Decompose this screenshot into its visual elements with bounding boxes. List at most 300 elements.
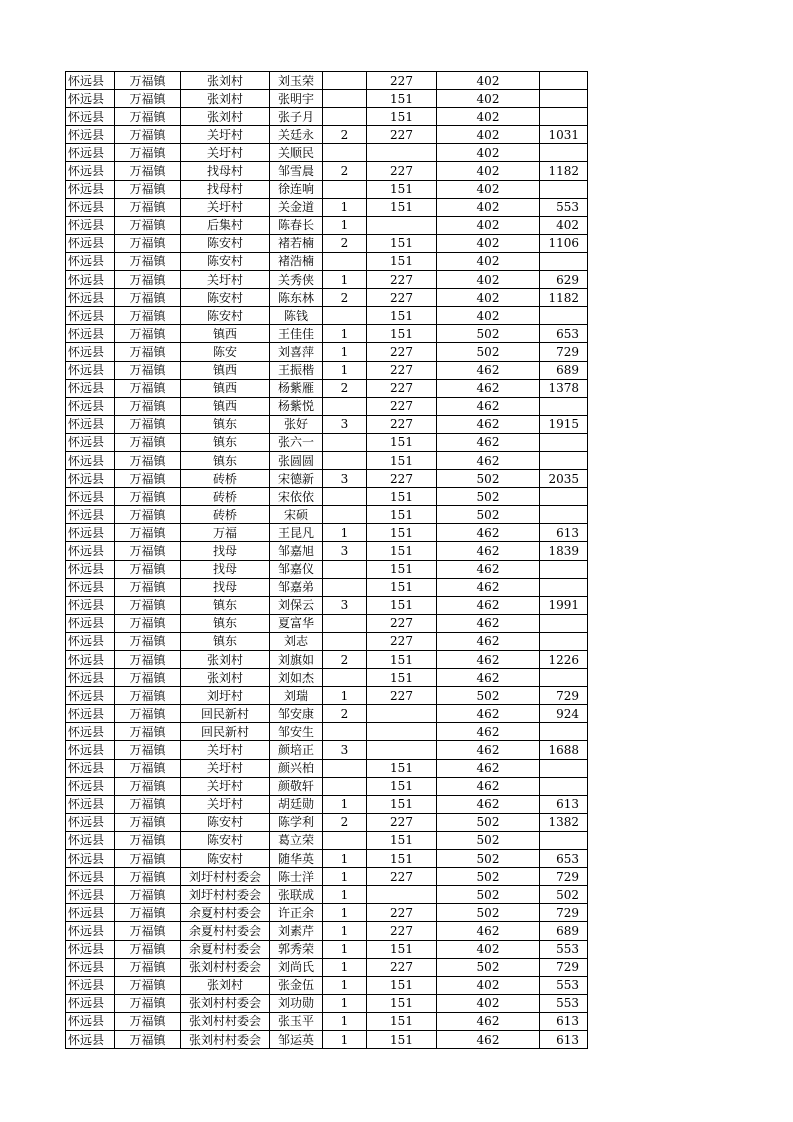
cell-name: 邹安康 [270,705,323,723]
cell-amount-a: 227 [367,632,437,650]
cell-village: 镇西 [181,361,270,379]
cell-town: 万福镇 [115,976,181,994]
table-row [66,252,588,270]
cell-amount-a: 151 [367,669,437,687]
cell-village: 找母村 [181,180,270,198]
cell-town: 万福镇 [115,741,181,759]
cell-county: 怀远县 [66,886,115,904]
cell-amount-b: 462 [437,1012,540,1030]
cell-town: 万福镇 [115,144,181,162]
cell-town: 万福镇 [115,723,181,741]
cell-name: 褚浩楠 [270,252,323,270]
cell-count: 3 [323,470,367,488]
table-row [66,904,588,922]
cell-amount-a: 227 [367,958,437,976]
cell-amount-b: 462 [437,524,540,542]
cell-amount-a: 227 [367,126,437,144]
cell-town: 万福镇 [115,831,181,849]
table-row [66,216,588,234]
cell-total [540,723,588,741]
cell-village: 陈安村 [181,813,270,831]
cell-amount-b: 462 [437,361,540,379]
cell-amount-a: 151 [367,307,437,325]
cell-town: 万福镇 [115,524,181,542]
cell-amount-a: 151 [367,488,437,506]
cell-village: 陈安村 [181,252,270,270]
cell-amount-b: 502 [437,958,540,976]
cell-county: 怀远县 [66,831,115,849]
cell-amount-b: 502 [437,886,540,904]
cell-county: 怀远县 [66,415,115,433]
cell-count [323,831,367,849]
cell-village: 镇东 [181,433,270,451]
cell-amount-a: 227 [367,343,437,361]
cell-total [540,831,588,849]
cell-name: 随华英 [270,850,323,868]
cell-village: 回民新村 [181,705,270,723]
cell-county: 怀远县 [66,904,115,922]
cell-town: 万福镇 [115,795,181,813]
cell-name: 张六一 [270,433,323,451]
cell-town: 万福镇 [115,596,181,614]
cell-town: 万福镇 [115,108,181,126]
cell-town: 万福镇 [115,252,181,270]
cell-amount-a: 227 [367,289,437,307]
cell-amount-b: 402 [437,90,540,108]
cell-county: 怀远县 [66,614,115,632]
cell-county: 怀远县 [66,433,115,451]
cell-town: 万福镇 [115,614,181,632]
table-row [66,1012,588,1030]
cell-count [323,506,367,524]
cell-amount-b: 502 [437,904,540,922]
cell-total [540,180,588,198]
table-row [66,940,588,958]
cell-amount-a: 151 [367,252,437,270]
cell-village: 余夏村村委会 [181,940,270,958]
table-row [66,868,588,886]
cell-name: 徐连响 [270,180,323,198]
cell-count [323,560,367,578]
cell-county: 怀远县 [66,813,115,831]
cell-village: 镇东 [181,632,270,650]
cell-count: 1 [323,958,367,976]
cell-county: 怀远县 [66,72,115,90]
cell-count: 2 [323,162,367,180]
cell-town: 万福镇 [115,868,181,886]
cell-name: 宋德新 [270,470,323,488]
table-row [66,723,588,741]
cell-village: 镇东 [181,451,270,469]
cell-amount-a: 227 [367,271,437,289]
cell-amount-a: 151 [367,506,437,524]
cell-town: 万福镇 [115,1012,181,1030]
cell-total: 613 [540,524,588,542]
table-row [66,759,588,777]
table-row [66,361,588,379]
cell-total: 402 [540,216,588,234]
cell-count: 2 [323,379,367,397]
table-row [66,777,588,795]
table-row [66,90,588,108]
table-row [66,72,588,90]
cell-count: 3 [323,542,367,560]
cell-county: 怀远县 [66,162,115,180]
cell-village: 镇东 [181,415,270,433]
cell-county: 怀远县 [66,90,115,108]
cell-county: 怀远县 [66,451,115,469]
cell-town: 万福镇 [115,669,181,687]
cell-count: 2 [323,289,367,307]
table-row [66,325,588,343]
cell-name: 关秀侠 [270,271,323,289]
table-row [66,126,588,144]
cell-total: 1226 [540,651,588,669]
cell-village: 陈安 [181,343,270,361]
cell-name: 刘玉荣 [270,72,323,90]
cell-total [540,488,588,506]
cell-amount-b: 462 [437,415,540,433]
cell-name: 张玉平 [270,1012,323,1030]
cell-amount-a: 151 [367,524,437,542]
cell-amount-a [367,741,437,759]
cell-amount-b: 462 [437,922,540,940]
cell-village: 张刘村村委会 [181,1030,270,1048]
cell-amount-a: 227 [367,904,437,922]
cell-amount-a: 151 [367,831,437,849]
cell-total [540,506,588,524]
cell-amount-a: 227 [367,379,437,397]
cell-count: 3 [323,415,367,433]
cell-town: 万福镇 [115,379,181,397]
cell-amount-a [367,723,437,741]
cell-total [540,777,588,795]
cell-total [540,90,588,108]
cell-count [323,72,367,90]
cell-total: 629 [540,271,588,289]
cell-town: 万福镇 [115,813,181,831]
table-row [66,271,588,289]
cell-village: 张刘村 [181,669,270,687]
cell-count [323,759,367,777]
cell-amount-a: 227 [367,922,437,940]
cell-total [540,252,588,270]
cell-village: 镇东 [181,596,270,614]
cell-amount-b: 402 [437,162,540,180]
cell-name: 陈东林 [270,289,323,307]
cell-amount-b: 462 [437,596,540,614]
cell-name: 宋依依 [270,488,323,506]
cell-county: 怀远县 [66,108,115,126]
cell-village: 镇西 [181,397,270,415]
table-row [66,397,588,415]
cell-village: 找母村 [181,162,270,180]
table-row [66,108,588,126]
cell-village: 找母 [181,560,270,578]
cell-amount-b: 502 [437,850,540,868]
cell-amount-a: 151 [367,451,437,469]
cell-total [540,451,588,469]
cell-total: 1688 [540,741,588,759]
cell-town: 万福镇 [115,180,181,198]
table-row [66,795,588,813]
cell-amount-a: 151 [367,90,437,108]
cell-county: 怀远县 [66,361,115,379]
cell-count: 1 [323,1030,367,1048]
cell-count [323,397,367,415]
cell-amount-b: 402 [437,994,540,1012]
cell-total [540,669,588,687]
cell-total: 1106 [540,234,588,252]
cell-amount-b: 462 [437,451,540,469]
cell-total: 653 [540,850,588,868]
cell-name: 刘瑞 [270,687,323,705]
cell-name: 刘旗如 [270,651,323,669]
table-row [66,180,588,198]
cell-amount-b: 462 [437,397,540,415]
cell-county: 怀远县 [66,488,115,506]
cell-total [540,108,588,126]
cell-amount-b: 502 [437,488,540,506]
cell-name: 刘志 [270,632,323,650]
cell-county: 怀远县 [66,759,115,777]
cell-count: 1 [323,795,367,813]
cell-village: 镇西 [181,325,270,343]
cell-amount-a: 151 [367,777,437,795]
cell-amount-b: 462 [437,614,540,632]
cell-town: 万福镇 [115,415,181,433]
cell-county: 怀远县 [66,397,115,415]
cell-amount-a: 151 [367,795,437,813]
cell-name: 邹嘉仪 [270,560,323,578]
cell-total [540,397,588,415]
table-row [66,433,588,451]
cell-total: 729 [540,687,588,705]
cell-name: 夏富华 [270,614,323,632]
cell-village: 关圩村 [181,271,270,289]
cell-village: 陈安村 [181,307,270,325]
cell-county: 怀远县 [66,596,115,614]
cell-count: 1 [323,198,367,216]
cell-county: 怀远县 [66,542,115,560]
cell-count: 1 [323,361,367,379]
cell-name: 邹运英 [270,1030,323,1048]
cell-name: 陈学利 [270,813,323,831]
cell-town: 万福镇 [115,325,181,343]
cell-amount-a: 151 [367,433,437,451]
cell-count: 1 [323,940,367,958]
cell-village: 张刘村 [181,90,270,108]
cell-name: 葛立荣 [270,831,323,849]
cell-count [323,108,367,126]
cell-county: 怀远县 [66,560,115,578]
cell-name: 关顺民 [270,144,323,162]
table-row [66,162,588,180]
table-row [66,958,588,976]
cell-total [540,433,588,451]
cell-amount-a: 227 [367,687,437,705]
cell-town: 万福镇 [115,90,181,108]
table-row [66,705,588,723]
cell-village: 张刘村村委会 [181,1012,270,1030]
cell-total: 1378 [540,379,588,397]
cell-village: 关圩村 [181,795,270,813]
cell-county: 怀远县 [66,325,115,343]
cell-count: 2 [323,126,367,144]
cell-name: 胡廷勋 [270,795,323,813]
cell-name: 张好 [270,415,323,433]
cell-town: 万福镇 [115,632,181,650]
cell-count: 1 [323,886,367,904]
cell-village: 万福 [181,524,270,542]
cell-village: 张刘村村委会 [181,958,270,976]
cell-amount-b: 462 [437,759,540,777]
cell-village: 刘圩村村委会 [181,868,270,886]
cell-amount-a: 227 [367,470,437,488]
cell-count: 1 [323,216,367,234]
cell-amount-a: 151 [367,759,437,777]
cell-name: 杨紫雁 [270,379,323,397]
cell-count [323,144,367,162]
cell-town: 万福镇 [115,506,181,524]
cell-amount-b: 402 [437,108,540,126]
cell-village: 关圩村 [181,759,270,777]
cell-total [540,578,588,596]
cell-amount-b: 402 [437,289,540,307]
cell-village: 刘圩村 [181,687,270,705]
cell-amount-a: 151 [367,578,437,596]
cell-amount-a: 151 [367,108,437,126]
cell-count [323,723,367,741]
cell-total: 613 [540,1030,588,1048]
cell-amount-a: 151 [367,976,437,994]
cell-name: 杨紫悦 [270,397,323,415]
cell-village: 陈安村 [181,831,270,849]
cell-village: 找母 [181,578,270,596]
cell-county: 怀远县 [66,741,115,759]
cell-town: 万福镇 [115,216,181,234]
cell-village: 余夏村村委会 [181,904,270,922]
table-row [66,379,588,397]
cell-total: 553 [540,976,588,994]
cell-county: 怀远县 [66,669,115,687]
cell-total [540,307,588,325]
cell-town: 万福镇 [115,777,181,795]
cell-count [323,180,367,198]
cell-amount-a: 227 [367,162,437,180]
cell-amount-b: 402 [437,126,540,144]
cell-count [323,777,367,795]
cell-count [323,614,367,632]
table-row [66,813,588,831]
cell-count [323,90,367,108]
cell-name: 陈春长 [270,216,323,234]
cell-county: 怀远县 [66,632,115,650]
cell-total: 553 [540,940,588,958]
cell-amount-b: 462 [437,1030,540,1048]
cell-amount-b: 402 [437,940,540,958]
cell-county: 怀远县 [66,524,115,542]
cell-count: 1 [323,976,367,994]
cell-amount-b: 462 [437,777,540,795]
cell-total: 1182 [540,162,588,180]
cell-town: 万福镇 [115,451,181,469]
cell-county: 怀远县 [66,687,115,705]
cell-town: 万福镇 [115,922,181,940]
cell-name: 张子月 [270,108,323,126]
cell-amount-b: 462 [437,379,540,397]
table-row [66,343,588,361]
cell-village: 关圩村 [181,144,270,162]
cell-village: 回民新村 [181,723,270,741]
cell-town: 万福镇 [115,994,181,1012]
cell-amount-a: 227 [367,361,437,379]
cell-county: 怀远县 [66,216,115,234]
cell-total: 2035 [540,470,588,488]
cell-total: 729 [540,868,588,886]
cell-village: 关圩村 [181,198,270,216]
cell-village: 张刘村 [181,976,270,994]
cell-total [540,759,588,777]
cell-amount-a: 151 [367,198,437,216]
cell-total: 729 [540,958,588,976]
cell-name: 刘功勋 [270,994,323,1012]
cell-county: 怀远县 [66,252,115,270]
cell-amount-a: 151 [367,596,437,614]
cell-county: 怀远县 [66,379,115,397]
cell-amount-b: 462 [437,433,540,451]
table-row [66,669,588,687]
cell-amount-a: 151 [367,560,437,578]
table-row [66,850,588,868]
cell-county: 怀远县 [66,180,115,198]
table-row [66,470,588,488]
cell-amount-a: 151 [367,325,437,343]
cell-count [323,307,367,325]
cell-village: 找母 [181,542,270,560]
cell-village: 刘圩村村委会 [181,886,270,904]
cell-amount-b: 402 [437,216,540,234]
cell-count: 1 [323,325,367,343]
cell-amount-b: 462 [437,795,540,813]
cell-town: 万福镇 [115,886,181,904]
cell-town: 万福镇 [115,470,181,488]
cell-count [323,578,367,596]
cell-village: 陈安村 [181,234,270,252]
cell-name: 邹嘉弟 [270,578,323,596]
cell-total: 1382 [540,813,588,831]
table-row [66,415,588,433]
cell-amount-a [367,886,437,904]
cell-total: 653 [540,325,588,343]
cell-count: 1 [323,524,367,542]
cell-total: 613 [540,1012,588,1030]
cell-name: 颜培正 [270,741,323,759]
cell-count [323,433,367,451]
cell-town: 万福镇 [115,198,181,216]
cell-county: 怀远县 [66,1012,115,1030]
cell-total: 729 [540,904,588,922]
cell-name: 王昆凡 [270,524,323,542]
cell-amount-b: 502 [437,868,540,886]
cell-county: 怀远县 [66,307,115,325]
cell-county: 怀远县 [66,850,115,868]
cell-name: 陈钱 [270,307,323,325]
cell-total: 1839 [540,542,588,560]
cell-county: 怀远县 [66,958,115,976]
cell-amount-a: 151 [367,1012,437,1030]
cell-town: 万福镇 [115,560,181,578]
